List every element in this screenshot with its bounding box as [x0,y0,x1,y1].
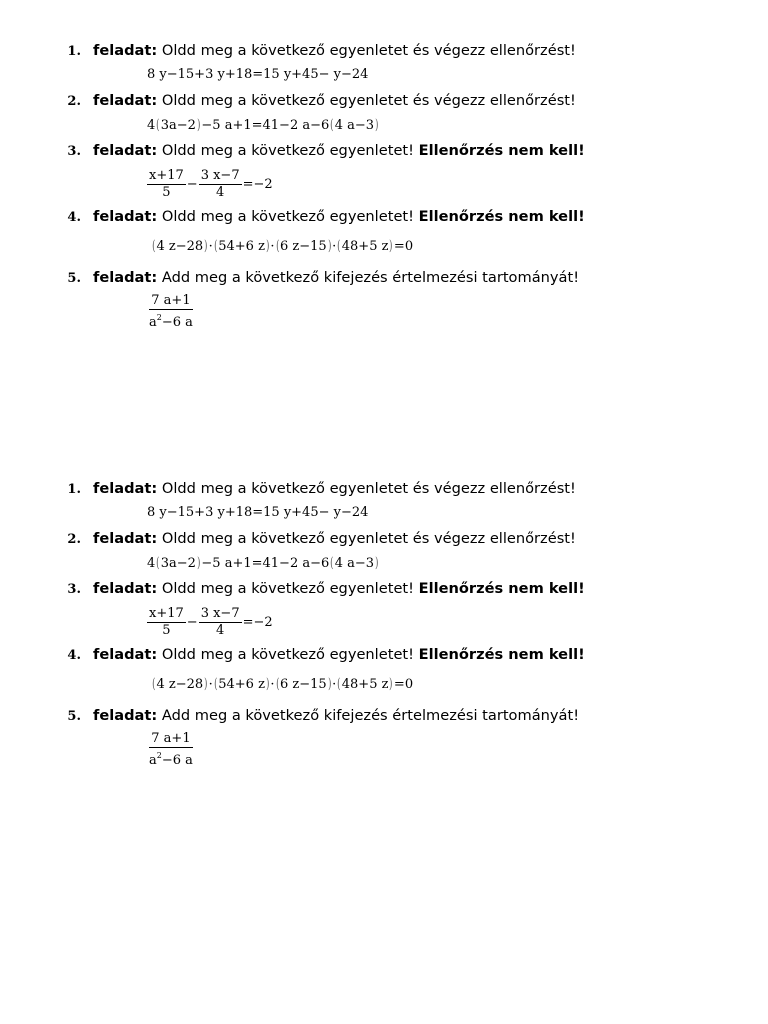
fraction-1 [147,606,186,639]
task-text: Oldd meg a következő egyenletet! [157,142,419,159]
paren-open: ( [152,238,156,254]
task-label: feladat: [93,707,158,724]
task-5 [0,706,768,772]
task-label: feladat: [93,580,158,597]
task-emphasis: Ellenőrzés nem kell! [418,208,585,225]
factor-3: 6 z−15 [280,677,327,692]
task-1 [0,479,768,529]
task-number: 2 . [0,92,93,112]
task-label: feladat: [93,480,158,497]
numerator: 3 x−7 [200,168,240,183]
fraction-2 [199,606,242,639]
task-text: Oldd meg a következő egyenletet! [157,208,419,225]
dot-2: · [270,239,275,254]
paren-close: ) [266,676,270,692]
equation-2 [147,550,768,579]
eq2-middle: −5 a+1=41−2 a−6 [201,118,330,133]
dot-1: · [208,677,213,692]
expression-5 [147,289,768,334]
eq2-inner-2: 4 a−3 [334,556,375,571]
task-text: Oldd meg a következő egyenletet és végezz ellenőrzést! [157,480,576,497]
den-rest: −6 a [161,314,193,330]
denominator: 4 [216,623,225,638]
paren-open: ( [275,238,279,254]
dot-3: · [332,239,337,254]
paren-close: ) [204,238,208,254]
task-text: Oldd meg a következő egyenletet! [157,646,419,663]
task-text: Oldd meg a következő egyenletet és végezz ellenőrzést! [157,92,576,109]
task-number: 4 . [0,208,93,228]
fraction-1 [147,168,186,201]
equation-3 [147,600,768,645]
den-exponent: 2 [156,750,162,760]
fraction-2 [199,168,242,201]
task-number: 5 . [0,269,93,289]
factor-3: 6 z−15 [280,239,327,254]
paren-open: ( [213,238,218,254]
equation-1: 8 y−15+3 y+18=15 y+45− y−24 [147,67,369,82]
eq2-inner-1: 3a−2 [160,118,196,133]
eq2-coef: 4 [147,556,156,571]
task-number: 5 . [0,707,93,727]
task-5 [0,268,768,334]
paren-close: ) [197,117,201,133]
factor-1: 4 z−28 [156,239,204,254]
numerator: 7 a+1 [151,292,191,308]
paren-open: ( [337,238,341,254]
eq2-coef: 4 [147,118,156,133]
task-number: 3 . [0,142,93,162]
paren-close: ) [327,676,332,692]
eq2-middle: −5 a+1=41−2 a−6 [201,556,330,571]
dot-2: · [270,677,275,692]
eq2-inner-2: 4 a−3 [334,118,375,133]
task-label: feladat: [93,530,158,547]
paren-open: ( [152,676,156,692]
task-number: 4 . [0,646,93,666]
equation-1: 8 y−15+3 y+18=15 y+45− y−24 [147,505,369,520]
denominator [147,310,195,331]
numerator: 7 a+1 [151,730,191,746]
task-2 [0,91,768,141]
equation-rhs: =0 [393,239,414,254]
task-label: feladat: [93,92,158,109]
factor-1: 4 z−28 [156,677,204,692]
task-emphasis: Ellenőrzés nem kell! [418,646,585,663]
fraction [147,293,195,331]
equation-3 [147,162,768,207]
task-text: Oldd meg a következő egyenletet és végezz ellenőrzést! [157,530,576,547]
paren-close: ) [389,676,393,692]
paren-close: ) [197,555,201,571]
paren-close: ) [375,555,379,571]
task-3 [0,579,768,645]
minus-sign: − [186,177,198,192]
task-text: Oldd meg a következő egyenletet! [157,580,419,597]
paren-open: ( [275,676,279,692]
equation-2 [147,112,768,141]
paren-close: ) [266,238,270,254]
equation-4 [151,666,768,706]
denominator: 5 [162,623,171,638]
eq2-inner-1: 3a−2 [160,556,196,571]
numerator: x+17 [149,606,184,621]
factor-2: 54+6 z [218,677,265,692]
expression-5 [147,727,768,772]
equation-rhs: =0 [393,677,414,692]
task-label: feladat: [93,646,158,663]
factor-2: 54+6 z [218,239,265,254]
task-label: feladat: [93,142,158,159]
paren-open: ( [156,555,160,571]
task-number: 1 . [0,42,93,62]
task-number: 1 . [0,480,93,500]
dot-1: · [208,239,213,254]
task-label: feladat: [93,269,158,286]
denominator [147,748,195,769]
worksheet-copy-1 [0,41,768,334]
factor-4: 48+5 z [341,239,389,254]
den-exponent: 2 [156,312,162,322]
den-rest: −6 a [161,752,193,768]
numerator: x+17 [149,168,184,183]
task-4 [0,645,768,706]
paren-close: ) [204,676,208,692]
task-3 [0,141,768,207]
task-text: Oldd meg a következő egyenletet és végezz ellenőrzést! [157,42,576,59]
paren-open: ( [213,676,218,692]
equation-4 [151,228,768,268]
task-2 [0,529,768,579]
paren-close: ) [389,238,393,254]
task-text: Add meg a következő kifejezés értelmezési tartományát! [157,707,580,724]
task-1 [0,41,768,91]
factor-4: 48+5 z [341,677,389,692]
paren-close: ) [375,117,379,133]
worksheet-copy-2 [0,479,768,772]
task-emphasis: Ellenőrzés nem kell! [418,142,585,159]
den-base: a [149,314,157,330]
equation-rhs: =−2 [242,615,273,630]
paren-open: ( [330,555,334,571]
paren-open: ( [337,676,341,692]
minus-sign: − [186,615,198,630]
denominator: 4 [216,185,225,200]
den-base: a [149,752,157,768]
task-number: 2 . [0,530,93,550]
numerator: 3 x−7 [200,606,240,621]
paren-close: ) [327,238,332,254]
task-label: feladat: [93,208,158,225]
equation-rhs: =−2 [242,177,273,192]
task-4 [0,207,768,268]
paren-open: ( [330,117,334,133]
task-label: feladat: [93,42,158,59]
denominator: 5 [162,185,171,200]
task-number: 3 . [0,580,93,600]
paren-open: ( [156,117,160,133]
task-text: Add meg a következő kifejezés értelmezési tartományát! [157,269,580,286]
dot-3: · [332,677,337,692]
fraction [147,731,195,769]
task-emphasis: Ellenőrzés nem kell! [418,580,585,597]
